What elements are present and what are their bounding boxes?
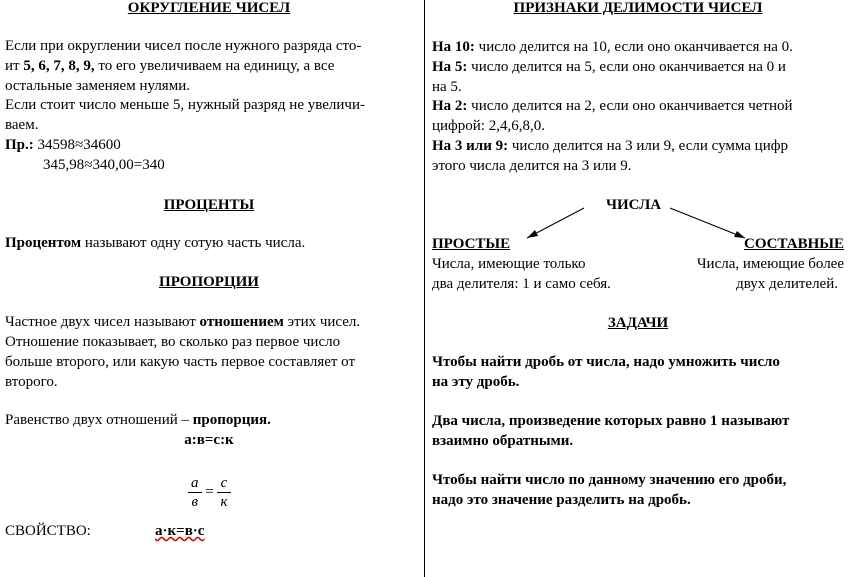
task-3-line-1: Чтобы найти число по данному значению его дроби,	[432, 472, 787, 488]
task-1-line-2: на эту дробь.	[432, 374, 520, 390]
proportion-text: Равенство двух отношений –	[5, 412, 193, 428]
proportion-formula: а:в=с:к	[184, 432, 234, 448]
arrow-to-composite	[670, 208, 745, 238]
percent-text: называют одну сотую часть числа.	[81, 235, 306, 251]
rule-text: число делится на 2, если оно оканчивается четной	[467, 98, 793, 114]
example-value: 34598≈34600	[37, 137, 121, 153]
example-label: Пр.:	[5, 137, 34, 153]
composite-definition-line-2: двух делителей.	[736, 276, 838, 292]
divisibility-rule-5	[432, 59, 786, 76]
rounding-rule-line-2	[5, 58, 334, 75]
percent-definition	[5, 235, 305, 252]
proportion-line-2: Отношение показывает, во сколько раз первое число	[5, 334, 341, 350]
rule-label: На 10:	[432, 39, 475, 55]
rounding-rule-text: то его увеличиваем на единицу, а все	[94, 58, 335, 74]
fraction-denominator: к	[220, 494, 228, 510]
tasks-title: ЗАДАЧИ	[607, 315, 669, 331]
composite-title: СОСТАВНЫЕ	[743, 236, 844, 252]
ratio-term: отношением	[199, 314, 284, 330]
divisibility-title: ПРИЗНАКИ ДЕЛИМОСТИ ЧИСЕЛ	[513, 0, 763, 16]
task-3-line-2: надо это значение разделить на дробь.	[432, 492, 691, 508]
rounding-rule2-line-2: ваем.	[5, 117, 39, 133]
proportion-title: ПРОПОРЦИИ	[159, 274, 259, 290]
property-formula: а·к=в·с	[155, 523, 205, 539]
arrow-head-prime	[527, 230, 538, 238]
proportion-line-4: второго.	[5, 374, 58, 390]
rule-label: На 2:	[432, 98, 468, 114]
task-2-line-1: Два числа, произведение которых равно 1 называют	[432, 413, 790, 429]
proportion-line-5	[5, 412, 271, 429]
divisibility-rule-10	[432, 39, 793, 56]
rule-label: На 3 или 9:	[432, 138, 509, 154]
percent-title: ПРОЦЕНТЫ	[163, 197, 255, 213]
numbers-title: ЧИСЛА	[606, 197, 662, 213]
rule-text: число делится на 3 или 9, если сумма цифр	[508, 138, 788, 154]
proportion-line-1	[5, 314, 360, 331]
proportion-fraction-equation	[188, 474, 231, 511]
rounding-rule-line-3: остальные заменяем нулями.	[5, 78, 190, 94]
prime-definition-line-2: два делителя: 1 и само себя.	[432, 276, 611, 292]
rounding-rule-line-1: Если при округлении чисел после нужного разряда сто-	[5, 38, 362, 54]
fraction-denominator: в	[191, 494, 198, 510]
prime-title: ПРОСТЫЕ	[432, 236, 511, 252]
rounding-title: ОКРУГЛЕНИЕ ЧИСЕЛ	[127, 0, 291, 16]
rounding-digits: 5, 6, 7, 8, 9,	[23, 58, 95, 74]
rounding-example-1	[5, 137, 121, 154]
rounding-example-2: 345,98≈340,00=340	[43, 157, 165, 173]
task-2-line-2: взаимно обратными.	[432, 433, 574, 449]
equals-sign: =	[205, 484, 214, 500]
proportion-text: Частное двух чисел называют	[5, 314, 200, 330]
rule-text: число делится на 5, если оно оканчивается на 0 и	[467, 59, 786, 75]
rule-label: На 5:	[432, 59, 468, 75]
rule-text: число делится на 10, если оно оканчивается на 0.	[474, 39, 793, 55]
fraction-c-over-k	[217, 474, 230, 511]
divisibility-rule-2	[432, 98, 793, 115]
divisibility-rule-5-cont: на 5.	[432, 79, 462, 95]
percent-term: Процентом	[5, 235, 82, 251]
fraction-numerator: с	[217, 474, 230, 493]
proportion-term: пропорция.	[192, 412, 271, 428]
divisibility-rule-3-9-cont: этого числа делится на 3 или 9.	[432, 158, 632, 174]
property-label: СВОЙСТВО:	[5, 523, 91, 539]
composite-definition-line-1: Числа, имеющие более	[696, 256, 844, 272]
proportion-text: этих чисел.	[283, 314, 361, 330]
fraction-a-over-b	[188, 474, 202, 511]
prime-definition-line-1: Числа, имеющие только	[432, 256, 586, 272]
fraction-numerator: а	[188, 474, 202, 493]
proportion-line-3: больше второго, или какую часть первое составляет от	[5, 354, 356, 370]
task-1-line-1: Чтобы найти дробь от числа, надо умножить число	[432, 354, 780, 370]
rounding-rule2-line-1: Если стоит число меньше 5, нужный разряд не увеличи-	[5, 97, 365, 113]
divisibility-rule-2-cont: цифрой: 2,4,6,8,0.	[432, 118, 545, 134]
column-divider	[424, 0, 425, 577]
rounding-rule-text: ит	[5, 58, 24, 74]
divisibility-rule-3-9	[432, 138, 788, 155]
